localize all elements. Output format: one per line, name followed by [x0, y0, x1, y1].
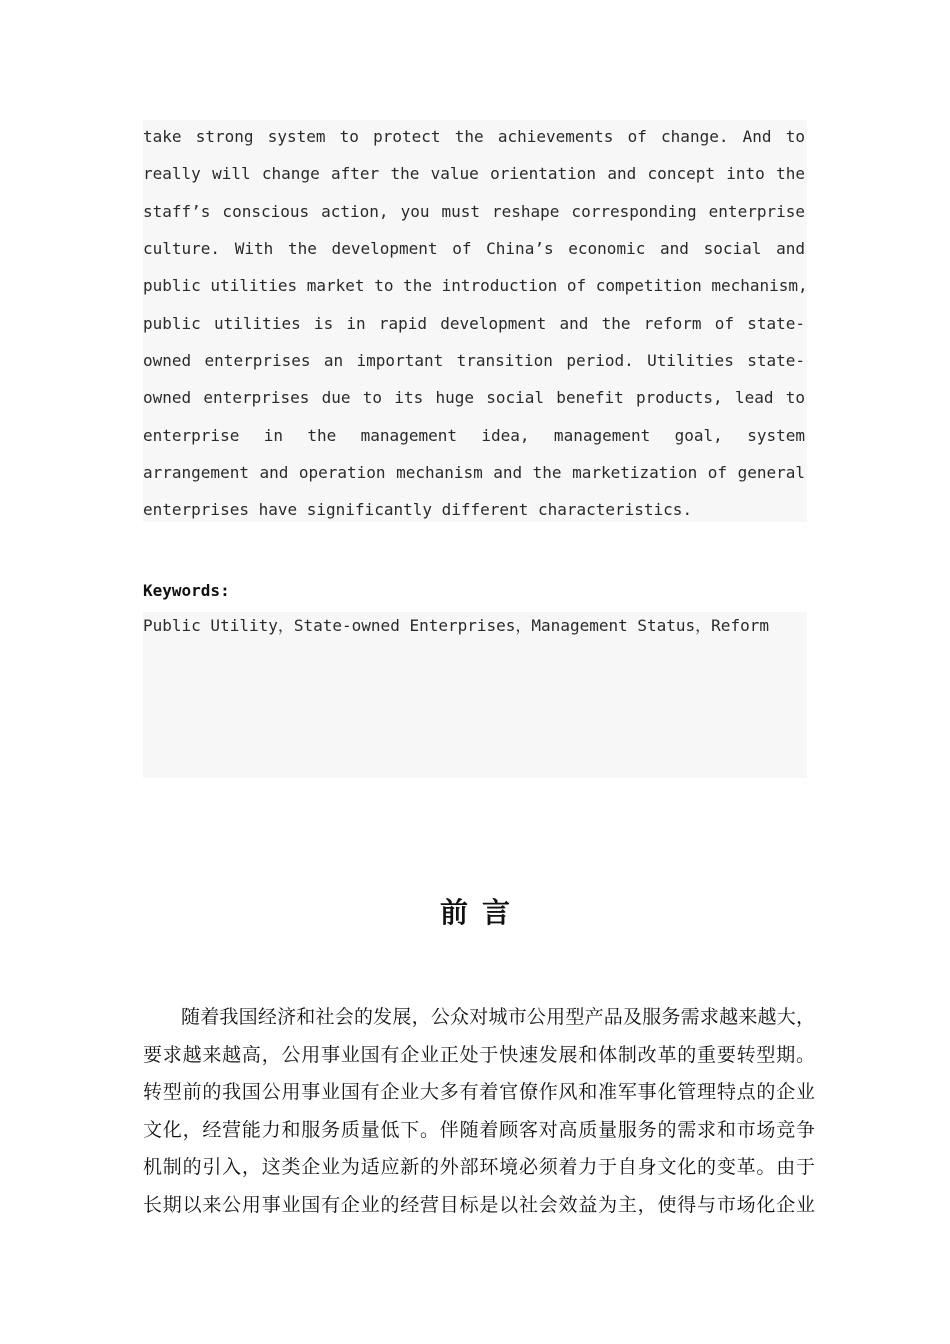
- abstract-line: owned enterprises an important transition period. Utilities state-: [143, 351, 805, 370]
- keywords-block: [143, 612, 807, 778]
- abstract-line: really will change after the value orientation and concept into the: [143, 164, 805, 183]
- preface-title: 前言: [439, 896, 524, 929]
- keywords-text: Public Utility，State-owned Enterprises，Management Status，Reform: [143, 616, 769, 635]
- abstract-line: staff’s conscious action, you must reshape corresponding enterprise: [143, 202, 805, 221]
- abstract-line: arrangement and operation mechanism and the marketization of general: [143, 463, 805, 482]
- abstract-line: enterprises have significantly different characteristics.: [143, 500, 693, 519]
- abstract-line: enterprise in the management idea, management goal, system: [143, 426, 805, 445]
- abstract-line: public utilities market to the introduction of competition mechanism,: [143, 276, 808, 295]
- keywords-heading: Keywords:: [143, 581, 230, 600]
- abstract-text-block: [143, 120, 807, 522]
- preface-paragraph-line: 随着我国经济和社会的发展，公众对城市公用型产品及服务需求越来越大，: [181, 1006, 815, 1028]
- abstract-line: take strong system to protect the achievements of change. And to: [143, 127, 805, 146]
- preface-paragraph-line: 机制的引入，这类企业为适应新的外部环境必须着力于自身文化的变革。由于: [143, 1156, 815, 1178]
- abstract-line: public utilities is in rapid development and the reform of state-: [143, 314, 805, 333]
- abstract-line: culture. With the development of China’s economic and social and: [143, 239, 805, 258]
- preface-paragraph-line: 文化，经营能力和服务质量低下。伴随着顾客对高质量服务的需求和市场竞争: [143, 1119, 815, 1141]
- preface-paragraph-line: 长期以来公用事业国有企业的经营目标是以社会效益为主，使得与市场化企业: [143, 1194, 815, 1216]
- preface-paragraph-line: 转型前的我国公用事业国有企业大多有着官僚作风和准军事化管理特点的企业: [143, 1081, 815, 1103]
- abstract-line: owned enterprises due to its huge social benefit products, lead to: [143, 388, 805, 407]
- preface-paragraph-line: 要求越来越高，公用事业国有企业正处于快速发展和体制改革的重要转型期。: [143, 1044, 815, 1066]
